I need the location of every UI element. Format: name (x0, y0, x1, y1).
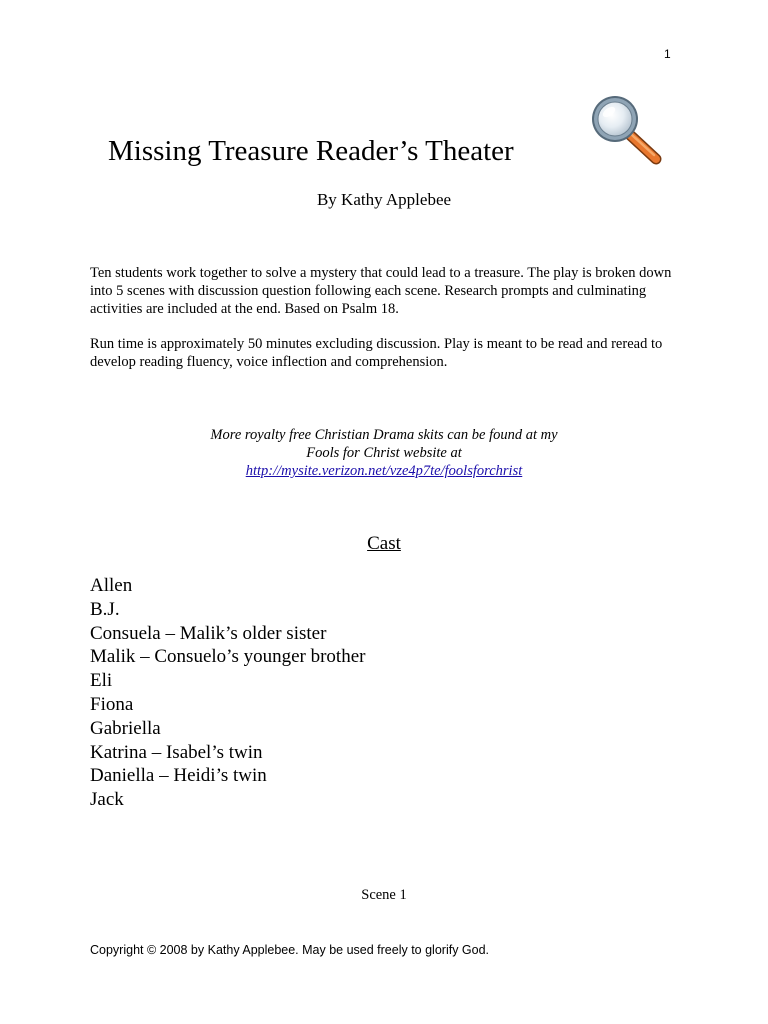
cast-member: Daniella – Heidi’s twin (90, 765, 267, 787)
cast-member: Fiona (90, 693, 134, 715)
copyright-footer: Copyright © 2008 by Kathy Applebee. May be used freely to glorify God. (90, 943, 490, 957)
document-title: Missing Treasure Reader’s Theater (108, 135, 514, 167)
author-byline: By Kathy Applebee (316, 190, 452, 209)
website-link[interactable]: http://mysite.verizon.net/vze4p7te/foolsforchrist (245, 463, 523, 479)
cast-member: Consuela – Malik’s older sister (90, 622, 327, 644)
promo-block (0, 426, 768, 480)
page-number: 1 (664, 47, 671, 61)
cast-member: Allen (90, 575, 133, 596)
runtime-paragraph: Run time is approximately 50 minutes excluding discussion. Play is meant to be read and reread to develop reading fluency, voice inflection and comprehension. (90, 336, 663, 370)
cast-member: Gabriella (90, 717, 161, 739)
summary-paragraph: Ten students work together to solve a mystery that could lead to a treasure. The play is broken down into 5 scenes with discussion question following each scene. Research prompts and culminating activities are included at the end. Based on Psalm 18. (90, 265, 672, 317)
cast-member: Malik – Consuelo’s younger brother (90, 646, 366, 668)
scene-label: Scene 1 (361, 887, 407, 903)
cast-heading: Cast (367, 533, 401, 554)
promo-line-2: Fools for Christ website at (306, 445, 462, 461)
cast-member: Jack (90, 789, 124, 811)
cast-member: B.J. (90, 598, 120, 620)
cast-member: Katrina – Isabel’s twin (90, 741, 263, 763)
promo-line-1: More royalty free Christian Drama skits can be found at my (210, 427, 558, 443)
magnifying-glass-icon (588, 92, 664, 166)
cast-member: Eli (90, 670, 113, 692)
cast-list (90, 574, 365, 812)
